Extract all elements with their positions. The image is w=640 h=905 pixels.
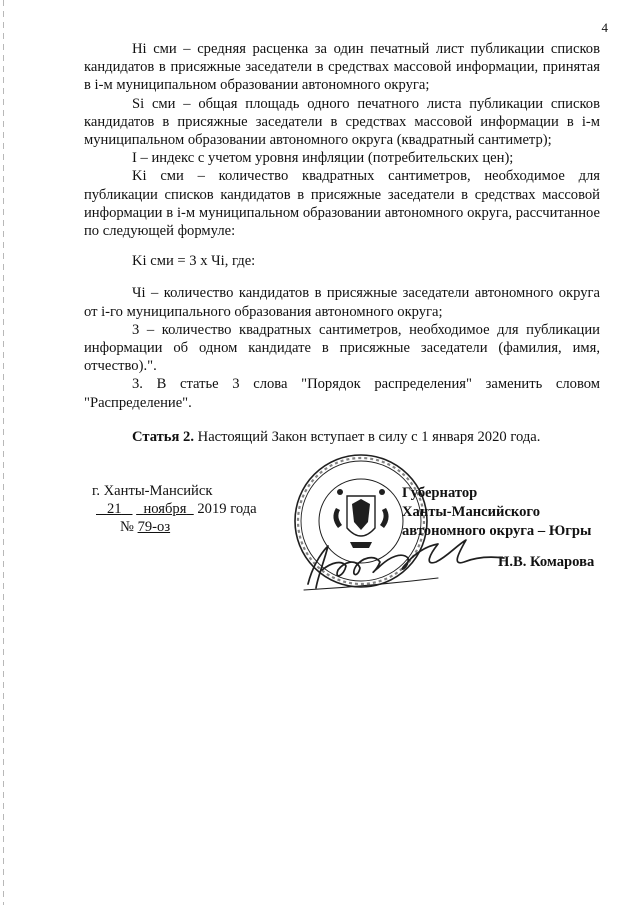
paragraph-index-i: I – индекс с учетом уровня инфляции (потребительских цен); (132, 150, 514, 167)
law-number-value: 79-оз (137, 519, 171, 535)
handwritten-signature (298, 532, 510, 592)
signer-name: Н.В. Комарова (498, 554, 595, 570)
date-month: ноября (143, 501, 187, 517)
paragraph-si-smi: Si сми – общая площадь одного печатного листа публикации списков кандидатов в присяжные заседатели в средствах массовой информации в i-м муниципальном образовании автономного округа (квадратный сантиметр); (84, 95, 600, 149)
city: г. Ханты-Мансийск (92, 483, 213, 499)
formula-line: Ki сми = 3 х Чi, где: (132, 253, 256, 270)
article-2-label: Статья 2. (132, 428, 194, 445)
signer-title-line-1: Губернатор (402, 485, 478, 501)
document-body (84, 40, 600, 446)
paragraph-article-3-amend: 3. В статье 3 слова "Порядок распределения" заменить словом "Распределение". (84, 376, 600, 411)
paragraph-ki-smi: Ki сми – количество квадратных сантиметров, необходимое для публикации списков кандидатов в присяжные заседатели в средствах массовой информации в i-м муниципальном образовании автономного округа, рассчитанное по следующей формуле: (84, 168, 600, 240)
signer-title-line-2: Ханты-Мансийского (402, 504, 540, 520)
date-year: 2019 года (193, 501, 257, 517)
law-number (92, 518, 257, 536)
signing-date (92, 500, 257, 518)
date-day: 21 (106, 501, 122, 517)
scan-edge-mark (3, 0, 4, 905)
law-number-prefix: № (120, 519, 138, 535)
signing-place-date (92, 482, 257, 536)
signer-title-line-3: автономного округа – Югры (402, 523, 592, 539)
paragraph-hi-smi: Hi сми – средняя расценка за один печатный лист публикации списков кандидатов в присяжные заседатели в средствах массовой информации, принятая в i-м муниципальном образовании автономного округа; (84, 41, 600, 94)
paragraph-three-cm: 3 – количество квадратных сантиметров, необходимое для публикации информации об одном кандидате в присяжные заседатели (фамилия, имя, отчество).". (84, 321, 600, 375)
article-2 (84, 428, 600, 446)
page-number: 4 (601, 20, 608, 35)
paragraph-chi: Чi – количество кандидатов в присяжные заседатели автономного округа от i-го муниципального образования автономного округа; (84, 285, 600, 320)
article-2-text: Настоящий Закон вступает в силу с 1 января 2020 года. (194, 428, 541, 445)
